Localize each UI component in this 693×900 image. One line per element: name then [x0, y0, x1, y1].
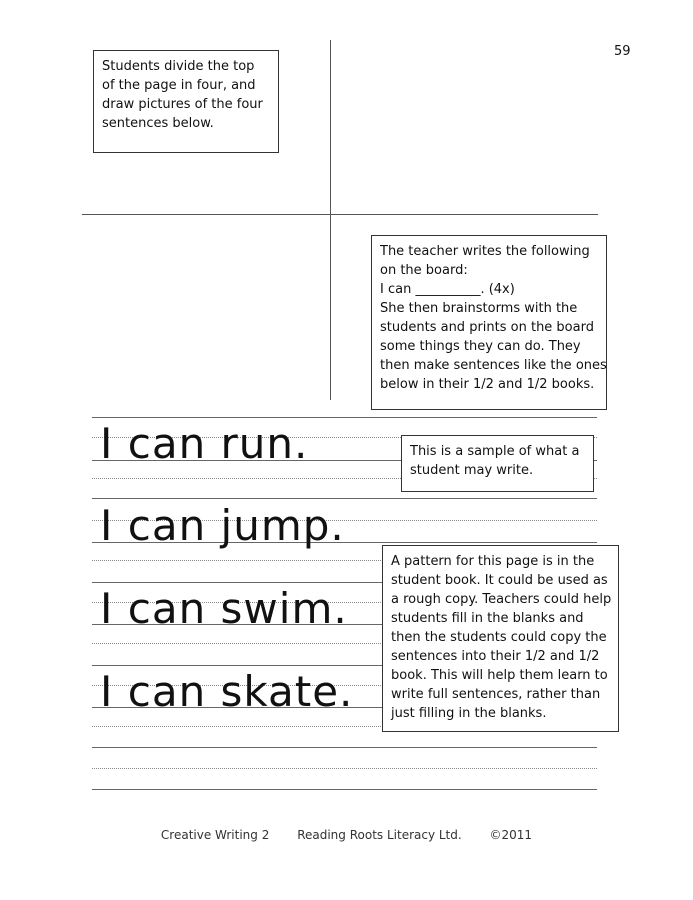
guide-line [92, 417, 597, 418]
text-line: on the board: [380, 263, 468, 278]
pattern-note-box [382, 545, 619, 732]
guide-line [92, 789, 597, 790]
text-line: sentences below. [102, 116, 214, 131]
text-line: This is a sample of what a [410, 444, 580, 459]
text-line: The teacher writes the following [380, 244, 590, 259]
sentence-run: I can run. [100, 419, 309, 468]
footer-course: Creative Writing 2 [160, 828, 270, 842]
text-line: Students divide the top [102, 59, 255, 74]
footer-publisher: Reading Roots Literacy Ltd. [297, 828, 462, 842]
text-line: student book. It could be used as [391, 573, 608, 588]
page-number: 59 [614, 44, 631, 59]
text-line: students fill in the blanks and [391, 611, 584, 626]
guide-line [92, 498, 597, 499]
vertical-divider [330, 40, 331, 400]
text-line: then the students could copy the [391, 630, 607, 645]
text-line: just filling in the blanks. [391, 706, 547, 721]
text-line: draw pictures of the four [102, 97, 263, 112]
text-line: a rough copy. Teachers could help [391, 592, 612, 607]
text-line: students and prints on the board [380, 320, 594, 335]
guide-line [92, 747, 597, 748]
text-line: I can __________. (4x) [380, 282, 515, 297]
divide-instructions-box [93, 50, 279, 153]
text-line: write full sentences, rather than [391, 687, 601, 702]
sentence-skate: I can skate. [100, 667, 354, 716]
text-line: She then brainstorms with the [380, 301, 578, 316]
text-line: then make sentences like the ones [380, 358, 607, 373]
sentence-swim: I can swim. [100, 584, 348, 633]
guide-line [92, 768, 597, 769]
text-line: below in their 1/2 and 1/2 books. [380, 377, 595, 392]
text-line: A pattern for this page is in the [391, 554, 595, 569]
sample-note-box [401, 435, 594, 492]
horizontal-divider [82, 214, 598, 215]
text-line: student may write. [410, 463, 534, 478]
text-line: book. This will help them learn to [391, 668, 608, 683]
page-footer [0, 828, 693, 842]
text-line: sentences into their 1/2 and 1/2 [391, 649, 600, 664]
text-line: some things they can do. They [380, 339, 581, 354]
text-line: of the page in four, and [102, 78, 256, 93]
teacher-instructions-box [371, 235, 607, 410]
footer-copyright: ©2011 [489, 828, 533, 842]
sentence-jump: I can jump. [100, 501, 345, 550]
